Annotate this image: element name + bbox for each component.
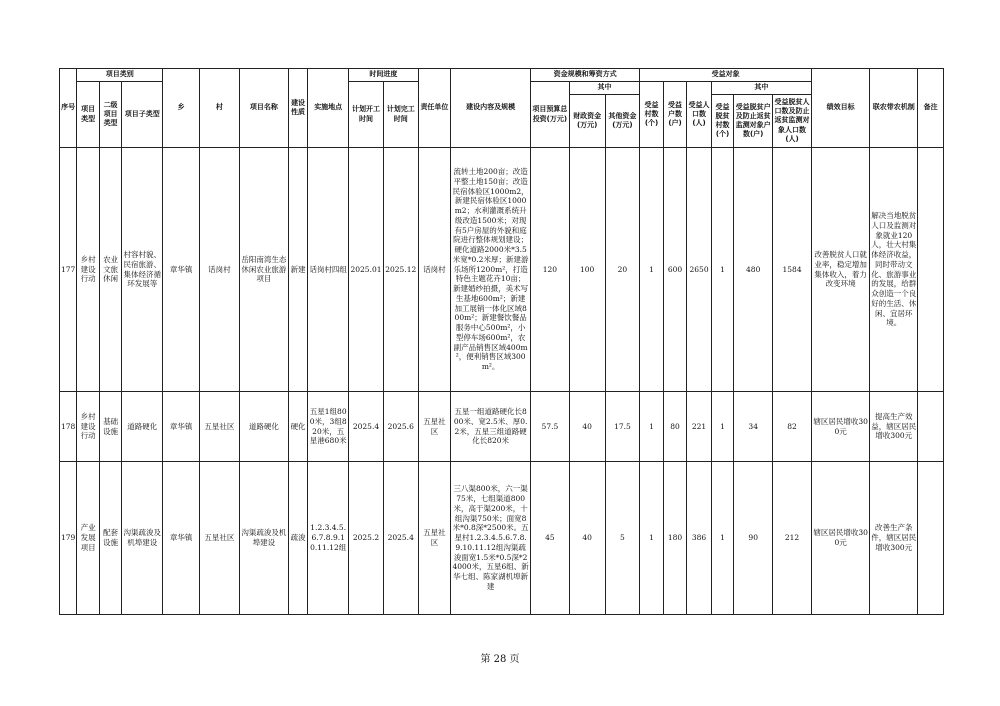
cell-content: 流转土地200亩；改造平整土地150亩；改造民宿体验区1000m2，新建民宿体验区1000m2；水利灌溉系统升级改造1500米；对现有5户房屋的外貌和庭院进行整体规划建设；硬化道路2000米*3.5米宽*0.2米厚；新建游乐场所1200m²，打造特色主题花卉10亩；新建婚纱拍摄，美术写生基地600m²；新建加工展销一体化区域800m²；新建餐饮餐品服务中心500m²，小型停车场600m²，农副产品销售区域400m²，便利销售区域300m²。 xyxy=(451,148,531,392)
cell-budget: 57.5 xyxy=(530,392,569,462)
cell-nature: 硬化 xyxy=(288,392,307,462)
header-sub-type: 项目子类型 xyxy=(122,82,163,148)
header-remark: 备注 xyxy=(918,69,944,148)
header-fiscal: 财政资金(万元) xyxy=(569,95,605,148)
cell-end: 2025.12 xyxy=(383,148,418,392)
cell-remark xyxy=(918,392,944,462)
cell-other: 17.5 xyxy=(605,392,640,462)
cell-second-type: 农业文旅休闲 xyxy=(99,148,121,392)
header-budget: 项目预算总投资(万元) xyxy=(530,82,569,148)
header-village: 村 xyxy=(199,69,239,148)
cell-performance: 改善脱贫人口就业率，稳定增加集体收入，着力改变环境 xyxy=(812,148,870,392)
cell-end: 2025.6 xyxy=(383,392,418,462)
cell-poor-population: 82 xyxy=(773,392,812,462)
cell-poor-households: 90 xyxy=(734,462,773,615)
cell-sub-type: 村容村貌、民宿旅游、集体经济循环发展等 xyxy=(122,148,163,392)
cell-other: 20 xyxy=(605,148,640,392)
header-township: 乡 xyxy=(163,69,200,148)
cell-township: 章华镇 xyxy=(163,462,200,615)
cell-benefit-villages: 1 xyxy=(640,148,664,392)
cell-village: 话岗村 xyxy=(199,148,239,392)
cell-fiscal: 40 xyxy=(569,462,605,615)
cell-benefit-population: 386 xyxy=(687,462,712,615)
header-nature: 建设性质 xyxy=(288,69,307,148)
cell-township: 章华镇 xyxy=(163,148,200,392)
header-benefit-population: 受益人口数(人) xyxy=(687,82,712,148)
header-time-group: 时间进度 xyxy=(349,69,418,82)
cell-benefit-households: 600 xyxy=(663,148,687,392)
page-number: 第 28 页 xyxy=(480,654,520,665)
project-table xyxy=(59,68,944,615)
header-end: 计划完工时间 xyxy=(383,82,418,148)
header-row-1 xyxy=(60,69,944,82)
header-link-mechanism: 联农带农机制 xyxy=(870,69,918,148)
header-benefit-among: 其中 xyxy=(711,82,811,95)
header-second-type: 二级项目类型 xyxy=(99,82,121,148)
cell-budget: 45 xyxy=(530,462,569,615)
header-poor-population: 受益脱贫人口数及防止返贫监测对象人口数(人) xyxy=(773,95,812,148)
cell-benefit-population: 221 xyxy=(687,392,712,462)
table-row xyxy=(60,392,944,462)
cell-start: 2025.2 xyxy=(349,462,384,615)
cell-village: 五星社区 xyxy=(199,392,239,462)
cell-seq: 178 xyxy=(60,392,77,462)
header-benefit-villages: 受益村数(个) xyxy=(640,82,664,148)
cell-project-name: 道路硬化 xyxy=(239,392,288,462)
cell-link-mechanism: 提高生产效益，辖区居民增收300元 xyxy=(870,392,918,462)
cell-village: 五星社区 xyxy=(199,462,239,615)
cell-start: 2025.4 xyxy=(349,392,384,462)
cell-link-mechanism: 改善生产条件，辖区居民增收300元 xyxy=(870,462,918,615)
cell-second-type: 配套设施 xyxy=(99,462,121,615)
cell-budget: 120 xyxy=(530,148,569,392)
table-row xyxy=(60,462,944,615)
cell-poor-population: 1584 xyxy=(773,148,812,392)
header-poor-households: 受益脱贫户及防止返贫监测对象户数(户) xyxy=(734,95,773,148)
cell-benefit-households: 180 xyxy=(663,462,687,615)
header-content: 建设内容及规模 xyxy=(451,69,531,148)
cell-nature: 疏浚 xyxy=(288,462,307,615)
cell-seq: 177 xyxy=(60,148,77,392)
header-performance: 绩效目标 xyxy=(812,69,870,148)
cell-location: 五星1组800米，3组820米，五星港680米 xyxy=(308,392,349,462)
header-unit: 责任单位 xyxy=(418,69,451,148)
cell-location: 话岗村四组 xyxy=(308,148,349,392)
header-other: 其他资金(万元) xyxy=(605,95,640,148)
header-benefit-households: 受益户数(户) xyxy=(663,82,687,148)
header-location: 实施地点 xyxy=(308,69,349,148)
cell-poor-population: 212 xyxy=(773,462,812,615)
cell-other: 5 xyxy=(605,462,640,615)
cell-second-type: 基础设施 xyxy=(99,392,121,462)
cell-project-type: 乡村建设行动 xyxy=(77,148,99,392)
cell-nature: 新建 xyxy=(288,148,307,392)
header-fund-among: 其中 xyxy=(569,82,639,95)
cell-benefit-households: 80 xyxy=(663,392,687,462)
header-project-name: 项目名称 xyxy=(239,69,288,148)
cell-unit: 话岗村 xyxy=(418,148,451,392)
cell-remark xyxy=(918,148,944,392)
cell-performance: 辖区居民增收300元 xyxy=(812,392,870,462)
cell-content: 三八渠800米，六一渠75米，七组渠道800米，高于渠200米，十组沟渠750米；面宽8米*0.8深*2500米。五星村1.2.3.4.5.6.7.8.9.10.11.12组沟渠疏浚面宽1.5米*0.5深*24000米，五星6组、新华七组、陈家湖机埠新建 xyxy=(451,462,531,615)
cell-location: 1.2.3.4.5.6.7.8.9.10.11.12组 xyxy=(308,462,349,615)
cell-poor-households: 480 xyxy=(734,148,773,392)
cell-link-mechanism: 解决当地脱贫人口及监测对象就业120人，壮大村集体经济收益，同时带动文化、旅游事业的发展，给群众创造一个良好的生活、休闲、宜居环境。 xyxy=(870,148,918,392)
header-poor-villages: 受益脱贫村数(个) xyxy=(711,95,733,148)
cell-township: 章华镇 xyxy=(163,392,200,462)
cell-benefit-population: 2650 xyxy=(687,148,712,392)
cell-seq: 179 xyxy=(60,462,77,615)
cell-benefit-villages: 1 xyxy=(640,462,664,615)
cell-content: 五星一组道路硬化长800米、宽2.5米、厚0.2米，五星三组道路硬化长820米 xyxy=(451,392,531,462)
header-category-group: 项目类别 xyxy=(77,69,163,82)
cell-project-name: 沟渠疏浚及机埠建设 xyxy=(239,462,288,615)
cell-unit: 五星社区 xyxy=(418,392,451,462)
cell-poor-villages: 1 xyxy=(711,148,733,392)
cell-end: 2025.4 xyxy=(383,462,418,615)
cell-project-type: 乡村建设行动 xyxy=(77,392,99,462)
cell-sub-type: 沟渠疏浚及机埠建设 xyxy=(122,462,163,615)
header-start: 计划开工时间 xyxy=(349,82,384,148)
header-project-type: 项目类型 xyxy=(77,82,99,148)
cell-fiscal: 40 xyxy=(569,392,605,462)
cell-fiscal: 100 xyxy=(569,148,605,392)
cell-sub-type: 道路硬化 xyxy=(122,392,163,462)
cell-start: 2025.01 xyxy=(349,148,384,392)
cell-project-name: 岳阳南湾生态休闲农业旅游项目 xyxy=(239,148,288,392)
cell-poor-villages: 1 xyxy=(711,462,733,615)
cell-unit: 五星社区 xyxy=(418,462,451,615)
cell-remark xyxy=(918,462,944,615)
cell-performance: 辖区居民增收300元 xyxy=(812,462,870,615)
cell-benefit-villages: 1 xyxy=(640,392,664,462)
header-fund-group: 资金规模和筹资方式 xyxy=(530,69,639,82)
header-seq: 序号 xyxy=(60,69,77,148)
cell-poor-households: 34 xyxy=(734,392,773,462)
cell-poor-villages: 1 xyxy=(711,392,733,462)
header-benefit-group: 受益对象 xyxy=(640,69,812,82)
cell-project-type: 产业发展项目 xyxy=(77,462,99,615)
table-row xyxy=(60,148,944,392)
